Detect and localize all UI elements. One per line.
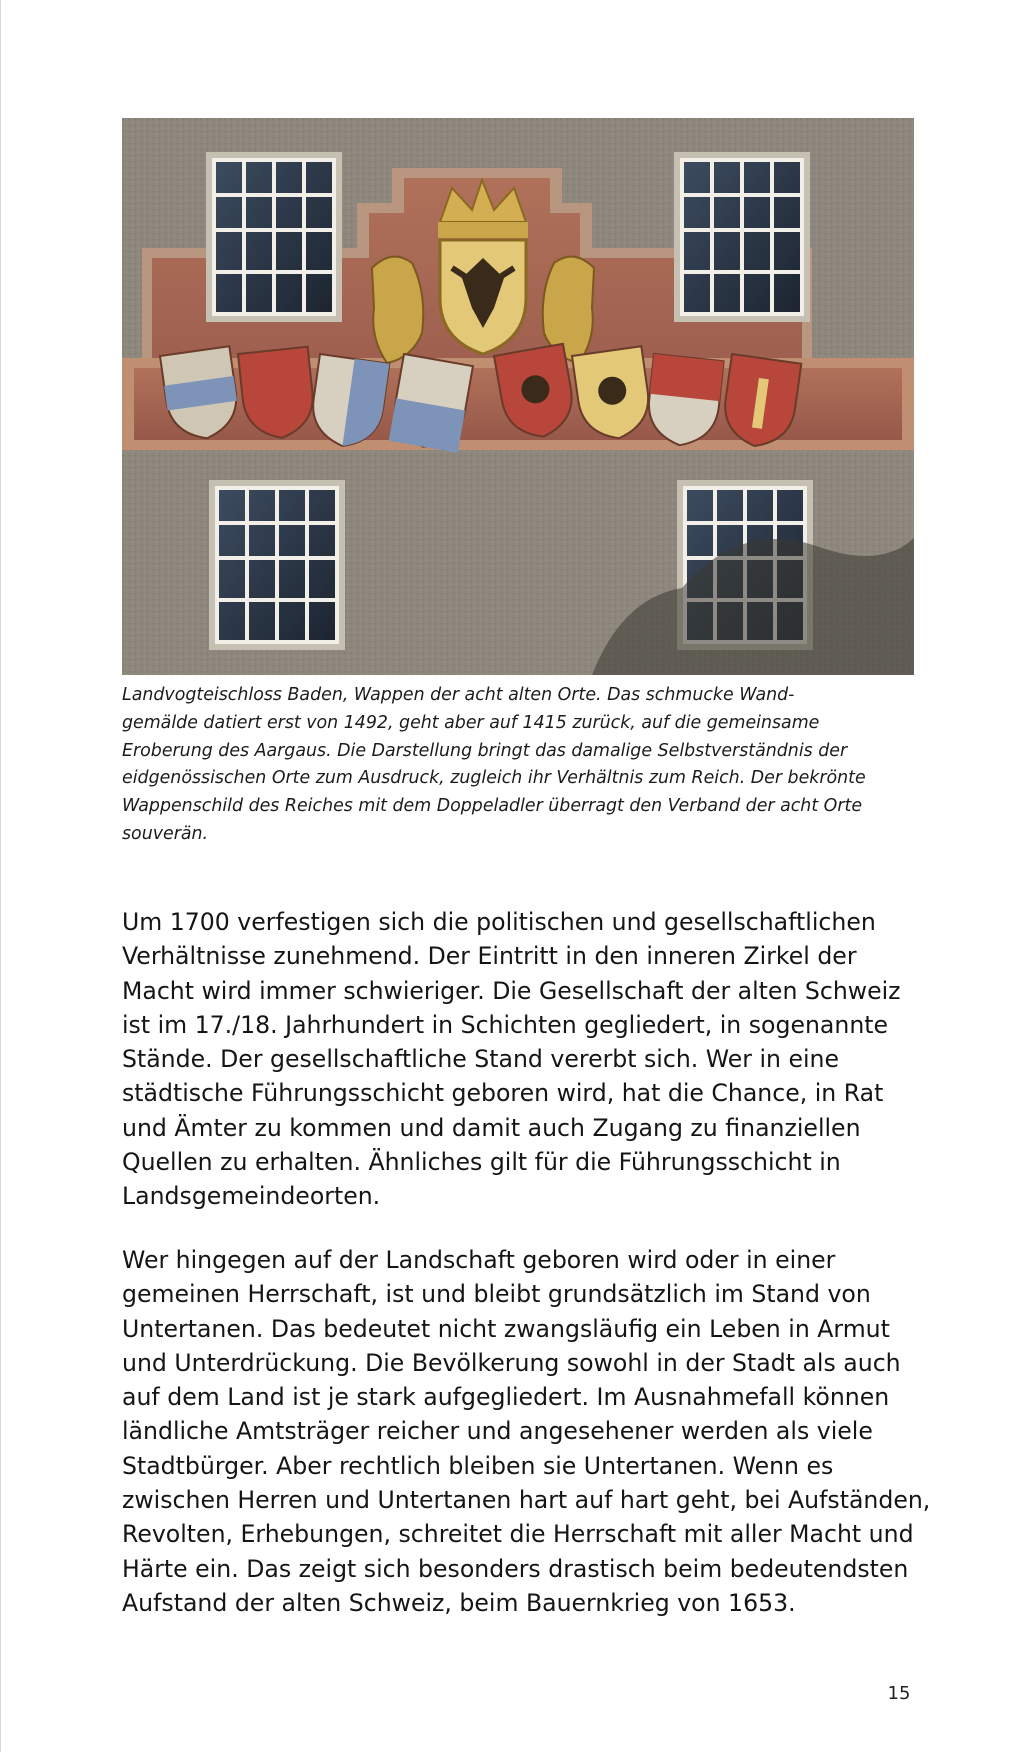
paragraph-line: Quellen zu erhalten. Ähnliches gilt für die Führungsschicht in [122, 1148, 841, 1177]
paragraph-line: Untertanen. Das bedeutet nicht zwangsläufig ein Leben in Armut [122, 1314, 890, 1343]
caption-line: Eroberung des Aargaus. Die Darstellung bringt das damalige Selbstverständnis der [122, 740, 848, 761]
paragraph-line: Revolten, Erhebungen, schreitet die Herrschaft mit aller Macht und [122, 1520, 914, 1549]
paragraph-line: und Ämter zu kommen und damit auch Zugang zu finanziellen [122, 1113, 861, 1142]
paragraph-line: gemeinen Herrschaft, ist und bleibt grundsätzlich im Stand von [122, 1280, 871, 1309]
paragraph-line: Verhältnisse zunehmend. Der Eintritt in den inneren Zirkel der [122, 942, 857, 971]
paragraph-line: Macht wird immer schwieriger. Die Gesellschaft der alten Schweiz [122, 976, 901, 1005]
caption-line: souverän. [122, 823, 209, 844]
caption-line: Landvogteischloss Baden, Wappen der acht alten Orte. Das schmucke Wand- [122, 685, 795, 705]
caption-line: Wappenschild des Reiches mit dem Doppeladler überragt den Verband der acht Orte [122, 796, 863, 817]
paragraph-line: Stadtbürger. Aber rechtlich bleiben sie Untertanen. Wenn es [122, 1451, 834, 1480]
paragraph-line: Aufstand der alten Schweiz, beim Bauernkrieg von 1653. [122, 1588, 796, 1617]
paragraph-line: zwischen Herren und Untertanen hart auf hart geht, bei Aufständen, [122, 1486, 931, 1515]
paragraph-line: städtische Führungsschicht geboren wird, hat die Chance, in Rat [122, 1079, 884, 1108]
body-paragraph-1 [122, 905, 922, 1214]
paragraph-line: Stände. Der gesellschaftliche Stand vererbt sich. Wer in eine [122, 1045, 839, 1074]
page-number: 15 [887, 1683, 911, 1704]
paragraph-line: Um 1700 verfestigen sich die politischen und gesellschaftlichen [122, 908, 876, 936]
facade-coat-of-arms-photo [122, 118, 914, 675]
paragraph-line: Härte ein. Das zeigt sich besonders drastisch beim bedeutendsten [122, 1554, 909, 1583]
body-paragraph-2 [122, 1243, 931, 1620]
photo-caption [122, 682, 922, 849]
paragraph-line: auf dem Land ist je stark aufgegliedert. Im Ausnahmefall können [122, 1383, 890, 1412]
paragraph-line: Landsgemeindeorten. [122, 1182, 381, 1211]
paragraph-line: ländliche Amtsträger reicher und angesehener werden als viele [122, 1417, 873, 1446]
caption-line: gemälde datiert erst von 1492, geht aber auf 1415 zurück, auf die gemeinsame [122, 712, 820, 733]
paragraph-line: ist im 17./18. Jahrhundert in Schichten gegliedert, in sogenannte [122, 1010, 889, 1039]
paragraph-line: und Unterdrückung. Die Bevölkerung sowohl in der Stadt als auch [122, 1348, 901, 1377]
paragraph-line: Wer hingegen auf der Landschaft geboren wird oder in einer [122, 1246, 836, 1274]
facade-illustration [122, 118, 914, 675]
caption-line: eidgenössischen Orte zum Ausdruck, zugleich ihr Verhältnis zum Reich. Der bekrönte [122, 768, 866, 789]
